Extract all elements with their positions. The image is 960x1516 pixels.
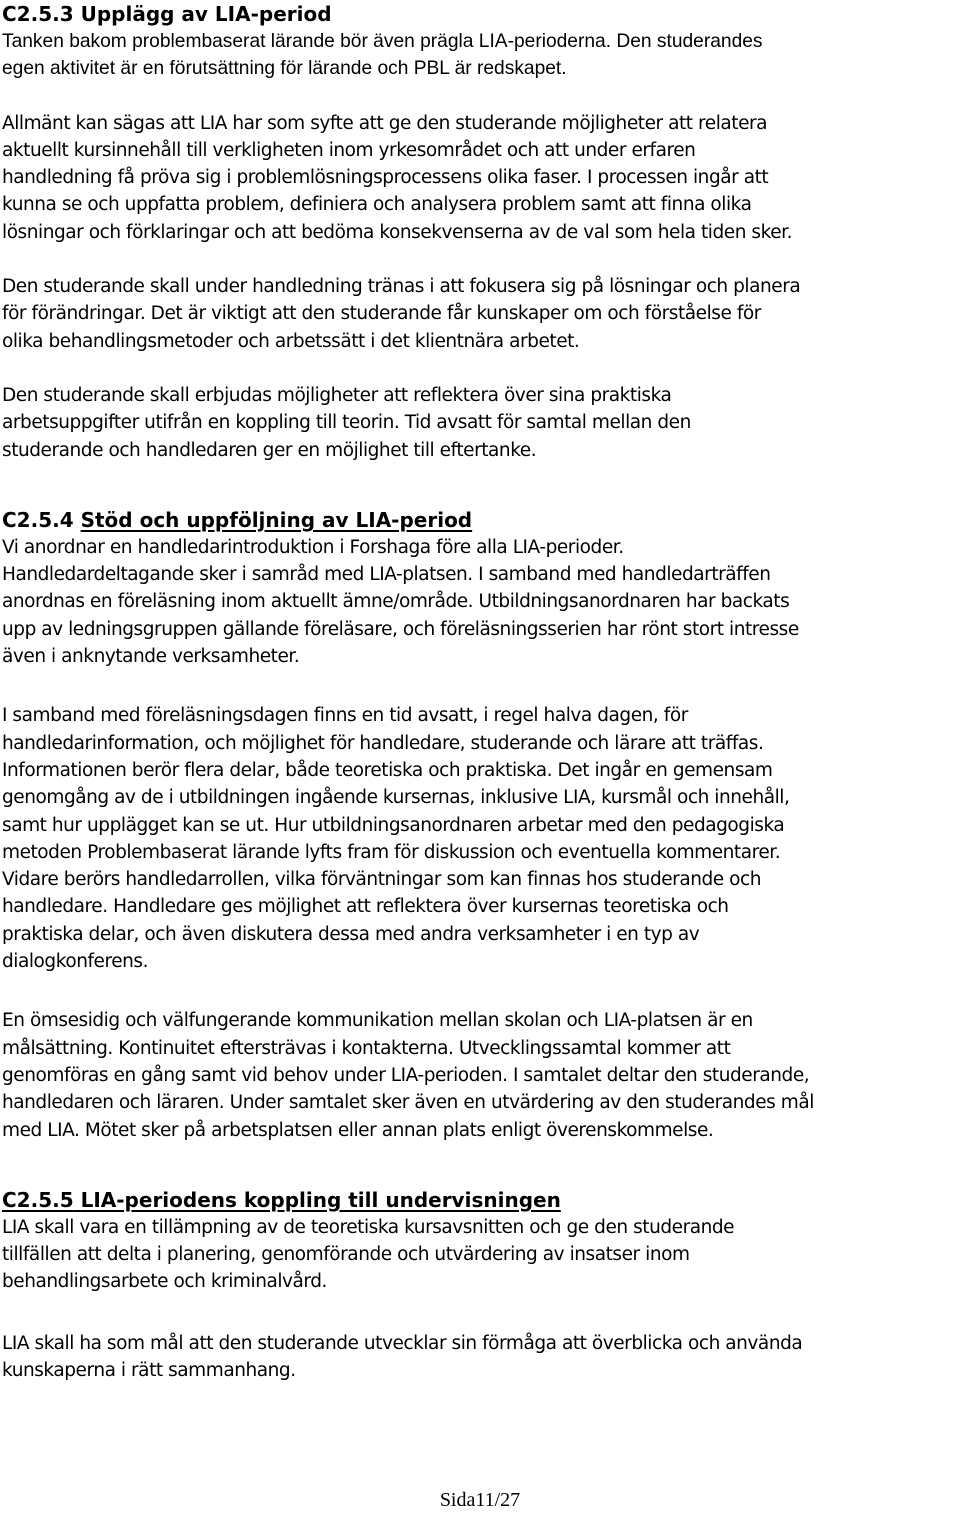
text-line: Vidare berörs handledarrollen, vilka förväntningar som kan finnas hos studerande och — [2, 869, 762, 891]
paragraph — [2, 110, 957, 246]
paragraph — [2, 702, 957, 975]
text-line: arbetsuppgifter utifrån en koppling till teorin. Tid avsatt för samtal mellan den — [2, 412, 691, 434]
section-title: LIA-periodens koppling till undervisningen — [80, 1187, 561, 1212]
text-line: En ömsesidig och välfungerande kommunikation mellan skolan och LIA-platsen är en — [2, 1010, 753, 1032]
text-line: handledning få pröva sig i problemlösningsprocessens olika faser. I processen ingår att — [2, 167, 769, 189]
spacer — [2, 670, 957, 702]
section-number: C2.5.4 — [2, 507, 74, 532]
section-heading — [2, 1186, 957, 1214]
text-line: med LIA. Mötet sker på arbetsplatsen eller annan plats enligt överenskommelse. — [2, 1119, 714, 1141]
text-line: metoden Problembaserat lärande lyfts fram för diskussion och eventuella kommentarer. — [2, 841, 781, 863]
text-line: LIA skall vara en tillämpning av de teoretiska kursavsnitten och ge den studerande — [2, 1216, 735, 1238]
spacer — [2, 355, 957, 382]
text-line: upp av ledningsgruppen gällande föreläsare, och föreläsningsserien har rönt stort intresse — [2, 618, 799, 640]
paragraph — [2, 382, 957, 464]
text-line: Den studerande skall erbjudas möjligheter att reflektera över sina praktiska — [2, 384, 672, 406]
text-line: Tanken bakom problembaserat lärande bör även prägla LIA-perioderna. Den studerandes — [2, 31, 763, 52]
text-line: olika behandlingsmetoder och arbetssätt i det klientnära arbetet. — [2, 330, 580, 352]
text-line: målsättning. Kontinuitet eftersträvas i kontakterna. Utvecklingssamtal kommer att — [2, 1037, 731, 1059]
section-intro — [2, 28, 957, 83]
text-line: anordnas en föreläsning inom aktuellt ämne/område. Utbildningsanordnaren har backats — [2, 591, 790, 613]
spacer — [2, 83, 957, 110]
section-c2-5-3 — [2, 0, 957, 83]
spacer — [2, 1296, 957, 1330]
paragraph — [2, 1330, 957, 1385]
text-line: dialogkonferens. — [2, 951, 149, 973]
text-line: lösningar och förklaringar och att bedöma konsekvenserna av de val som hela tiden sker. — [2, 221, 793, 243]
paragraph — [2, 1007, 957, 1143]
text-line: för förändringar. Det är viktigt att den studerande får kunskaper om och förståelse för — [2, 303, 761, 325]
text-line: Vi anordnar en handledarintroduktion i Forshaga före alla LIA-perioder. — [2, 536, 624, 558]
text-line: studerande och handledaren ger en möjlighet till eftertanke. — [2, 439, 537, 461]
spacer — [2, 464, 957, 506]
text-line: kunskaperna i rätt sammanhang. — [2, 1359, 296, 1381]
section-title: Upplägg av LIA-period — [80, 2, 332, 26]
section-heading — [2, 0, 957, 28]
section-c2-5-4 — [2, 506, 957, 670]
text-line: Informationen berör flera delar, både teoretiska och praktiska. Det ingår en gemensam — [2, 759, 773, 781]
section-heading — [2, 506, 957, 534]
document-content — [2, 0, 957, 1384]
spacer — [2, 246, 957, 273]
paragraph — [2, 273, 957, 355]
spacer — [2, 1144, 957, 1186]
spacer — [2, 975, 957, 1007]
page-footer — [0, 1488, 960, 1512]
paragraph — [2, 534, 957, 670]
text-line: aktuellt kursinnehåll till verkligheten inom yrkesområdet och att under erfaren — [2, 139, 696, 161]
text-line: handledaren och läraren. Under samtalet sker även en utvärdering av den studerandes mål — [2, 1092, 814, 1114]
text-line: LIA skall ha som mål att den studerande utvecklar sin förmåga att överblicka och använda — [2, 1332, 803, 1354]
text-line: samt hur upplägget kan se ut. Hur utbildningsanordnaren arbetar med den pedagogiska — [2, 814, 785, 836]
section-c2-5-5 — [2, 1186, 957, 1296]
text-line: egen aktivitet är en förutsättning för lärande och PBL är redskapet. — [2, 58, 567, 80]
text-line: behandlingsarbete och kriminalvård. — [2, 1271, 327, 1293]
section-number: C2.5.5 — [2, 1187, 74, 1212]
text-line: praktiska delar, och även diskutera dessa med andra verksamheter i en typ av — [2, 923, 700, 945]
text-line: Den studerande skall under handledning tränas i att fokusera sig på lösningar och planera — [2, 276, 801, 298]
page-number: Sida11/27 — [439, 1489, 521, 1511]
paragraph — [2, 1214, 957, 1296]
text-line: Handledardeltagande sker i samråd med LIA-platsen. I samband med handledarträffen — [2, 564, 771, 586]
text-line: genomgång av de i utbildningen ingående kursernas, inklusive LIA, kursmål och innehåll, — [2, 787, 790, 809]
text-line: I samband med föreläsningsdagen finns en tid avsatt, i regel halva dagen, för — [2, 705, 688, 727]
text-line: tillfällen att delta i planering, genomförande och utvärdering av insatser inom — [2, 1244, 690, 1266]
text-line: handledarinformation, och möjlighet för handledare, studerande och lärare att träffas. — [2, 732, 764, 754]
section-title: Stöd och uppföljning av LIA-period — [80, 507, 473, 532]
text-line: Allmänt kan sägas att LIA har som syfte att ge den studerande möjligheter att relatera — [2, 112, 768, 134]
text-line: kunna se och uppfatta problem, definiera och analysera problem samt att finna olika — [2, 194, 752, 216]
text-line: genomföras en gång samt vid behov under LIA-perioden. I samtalet deltar den studerande, — [2, 1064, 810, 1086]
section-number: C2.5.3 — [2, 2, 74, 26]
text-line: handledare. Handledare ges möjlighet att reflektera över kursernas teoretiska och — [2, 896, 729, 918]
text-line: även i anknytande verksamheter. — [2, 646, 300, 668]
section-title-full — [2, 1188, 561, 1212]
